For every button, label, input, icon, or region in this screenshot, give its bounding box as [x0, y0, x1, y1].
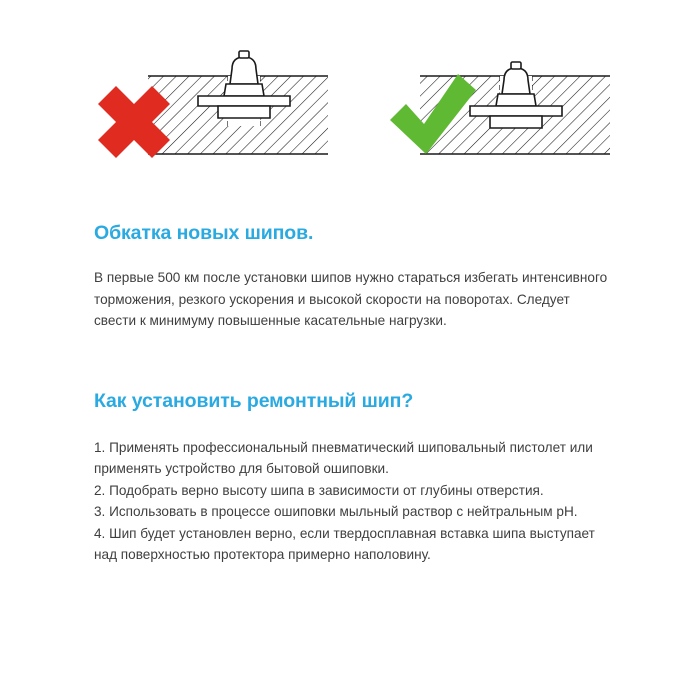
article-content — [94, 222, 610, 566]
list-item: 4. Шип будет установлен верно, если твердосплавная вставка шипа выступает над поверхностью протектора примерно наполовину. — [94, 525, 595, 562]
list-item: 2. Подобрать верно высоту шипа в зависимости от глубины отверстия. — [94, 482, 544, 498]
section-break-in — [94, 222, 610, 332]
list-item: 1. Применять профессиональный пневматический шиповальный пистолет или применять устройство для бытовой ошиповки. — [94, 439, 593, 476]
illustration-row — [0, 34, 700, 184]
list-item: 3. Использовать в процессе ошиповки мыльный раствор с нейтральным pH. — [94, 504, 578, 519]
install-steps-list — [94, 437, 610, 566]
section-heading-install: Как установить ремонтный шип? — [94, 389, 414, 412]
section-install — [94, 390, 610, 566]
section-paragraph-break-in: В первые 500 км после установки шипов нужно стараться избегать интенсивного торможения, резкого ускорения и высокой скорости на поворотах. Следует свести к минимуму повышенные касательные нагрузки. — [94, 270, 608, 328]
section-heading-break-in: Обкатка новых шипов. — [94, 222, 314, 244]
illustration-incorrect — [78, 34, 338, 184]
illustration-correct — [380, 34, 640, 184]
